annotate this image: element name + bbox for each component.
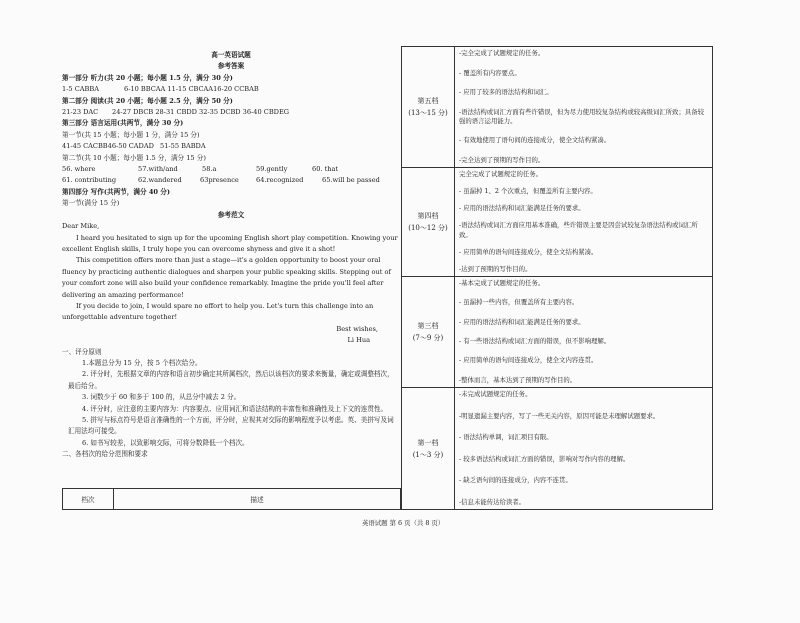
band-range: (13～15 分): [408, 109, 448, 117]
band-range: (1～3 分): [412, 450, 444, 459]
answer-group: 41-45 CACBB46-50 CADAD: [62, 142, 154, 151]
band-criterion: - 应用的语法结构和词汇能满足任务的要求。: [459, 204, 585, 213]
fill-answer: 57.with/and: [138, 165, 178, 174]
band-criterion: -整体而言，基本达到了预期的写作目的。: [459, 375, 577, 384]
band-description: [455, 388, 712, 509]
band-criterion: - 应用了较多的语法结构和词汇。: [459, 88, 553, 97]
band-description: [455, 47, 712, 167]
part1-answers: [62, 84, 400, 95]
band-criterion: - 语法结构单调，词汇项目有限。: [459, 433, 553, 442]
essay-paragraph-2: This competition offers more than just a stage—it's a golden opportunity to boost your oral fluency by practicing authentic dialogues and sharpen your public speaking skills. Stepping out of your comfort zone will also build your confidence remarkably. Imagine the pride you'll feel after delivering an amazing performance!: [62, 256, 391, 299]
fill-answer: 62.wandered: [138, 176, 182, 185]
principle-item: 4. 评分时，应注意的主要内容为：内容要点、应用词汇和语法结构的丰富性和准确性及上下文的连贯性。: [82, 404, 388, 413]
answer-group: 24-27 DBCB 28-31 CBDD 32-35 DCBD 36-40 CBDEG: [112, 108, 290, 117]
answer-group: 21-23 DAC: [62, 108, 99, 117]
essay-salutation: Dear Mike,: [62, 222, 100, 231]
band-row: [402, 47, 712, 168]
part3-heading: 第三部分 语言运用(共两节，满分 30 分): [62, 119, 184, 128]
band-criterion: - 虽漏掉 1、2 个次重点，但覆盖所有主要内容。: [459, 187, 597, 196]
band-column-header: 档次: [63, 489, 114, 509]
band-name: 第一档: [417, 438, 439, 447]
band-criterion: - 虽漏掉一些内容，但覆盖所有主要内容。: [459, 298, 579, 307]
band-criterion: -信息未能传达给读者。: [459, 497, 526, 506]
page-subtitle: 参考答案: [217, 62, 245, 71]
principles-heading: 一、评分原则: [62, 347, 102, 356]
fill-answer: 61. contributing: [62, 176, 117, 185]
band-range: (7～9 分): [412, 334, 444, 342]
answer-group: 51-55 BABDA: [160, 142, 206, 151]
fill-answer: 56. where: [62, 165, 96, 174]
fill-answer: 60. that: [312, 165, 339, 174]
band-criterion: -语法结构或词汇方面应用基本准确，些许错误主要是因尝试较复杂语法结构或词汇所致。: [459, 221, 698, 239]
part1-heading: 第一部分 听力(共 20 小题；每小题 1.5 分，满分 30 分): [62, 73, 233, 82]
band-name: 第四档: [417, 212, 439, 220]
answer-group: 1-5 CABBA: [62, 85, 99, 94]
band-criterion: - 较多语法结构或词汇方面的错误，影响对写作内容的理解。: [459, 454, 630, 463]
band-criterion: -明显遗漏主要内容，写了一些无关内容，原因可能是未理解试题要求。: [459, 411, 660, 420]
band-criterion: - 有效地使用了语句间的连接成分，使全文结构紧凑。: [459, 136, 611, 145]
part3-section1-answers: [62, 141, 400, 152]
band-criterion: - 覆盖所有内容要点。: [459, 68, 521, 77]
answer-group: 6-10 BBCAA 11-15 CBCAA16-20 CCBAB: [124, 85, 259, 94]
answer-key-column: [62, 50, 400, 461]
band-criterion: -达到了预期的写作目的。: [459, 264, 532, 273]
principle-item: 5. 拼写与标点符号是语言准确性的一个方面，评分时，应视其对交际的影响程度予以考虑。英、美拼写及词汇用法均可接受。: [68, 416, 394, 436]
band-criterion: - 缺乏语句间的连接成分，内容不连贯。: [459, 476, 572, 485]
band-label: [402, 47, 455, 167]
page-footer: 英语试题 第 6 页（共 8 页）: [362, 519, 445, 527]
principle-item: 3. 词数少于 60 和多于 100 的，从总分中减去 2 分。: [82, 393, 241, 402]
principle-item: 2. 评分时，先根据文章的内容和语言初步确定其所属档次，然后以该档次的要求来衡量，确定或调整档次，最后给分。: [68, 370, 394, 390]
fill-answer: 58.a: [202, 165, 217, 174]
fill-answer: 59.gently: [256, 165, 288, 174]
band-criterion: - 应用的语法结构和词汇能满足任务的要求。: [459, 317, 585, 326]
sample-essay-title: 参考范文: [217, 210, 245, 219]
band-row: [402, 388, 712, 509]
part2-answers: [62, 107, 400, 118]
band-criterion: - 应用简单的语句间连接成分，使全文结构紧凑。: [459, 247, 598, 256]
bands-table: [401, 46, 713, 510]
band-criterion: -基本完成了试题规定的任务。: [459, 279, 545, 287]
essay-paragraph-3: If you decide to join, I would spare no effort to help you. Let's turn this challenge into an unforgettable adventure together!: [62, 301, 374, 322]
part2-heading: 第二部分 阅读(共 20 小题；每小题 2.5 分，满分 50 分): [62, 96, 233, 105]
fill-answers-row2: [62, 175, 400, 186]
band-row: [402, 277, 712, 388]
band-range: (10～12 分): [408, 224, 448, 232]
band-criterion: -未完成试题规定的任务。: [459, 390, 532, 398]
part3-section1-heading: 第一节(共 15 小题；每小题 1 分，满分 15 分): [62, 130, 200, 139]
band-criterion: -语法结构或词汇方面有些许错误，但为尽力使用较复杂结构或较高级词汇所致；具备较强的语言运用能力。: [459, 107, 705, 125]
fill-answers-row1: [62, 164, 400, 175]
band-name: 第三档: [417, 322, 439, 330]
band-criterion: - 应用简单的语句间连接成分，使全文内容连贯。: [459, 356, 598, 365]
band-label: [402, 168, 455, 276]
part4-section1-heading: 第一节(满分 15 分): [62, 199, 120, 208]
fill-answer: 64.recognized: [256, 176, 304, 185]
bands-table-header: [62, 488, 401, 510]
band-description: [455, 277, 712, 387]
principle-item: 6. 如书写较差，以致影响交际，可将分数降低一个档次。: [82, 438, 249, 447]
fill-answer: 63presence: [200, 176, 239, 185]
part4-heading: 第四部分 写作(共两节，满分 40 分): [62, 187, 171, 196]
band-criterion: 完全完成了试题规定的任务。: [459, 170, 543, 178]
band-name: 第五档: [417, 97, 439, 105]
band-label: [402, 388, 455, 509]
essay-paragraph-1: I heard you hesitated to sign up for the upcoming English short play competition. Knowing your excellent English skills, I truly hope you can overcome shyness and give it a shot!: [62, 233, 398, 253]
part3-section2-heading: 第二节(共 10 小题；每小题 1.5 分，满分 15 分): [62, 153, 206, 162]
fill-answer: 65.will be passed: [322, 176, 380, 185]
principles-list: [62, 358, 400, 449]
description-column-header: 描述: [250, 496, 264, 504]
band-description: [455, 168, 712, 276]
page-title: 高一英语试题: [211, 51, 251, 59]
band-criterion: -完全完成了试题规定的任务。: [459, 49, 545, 57]
essay-signature: Li Hua: [347, 336, 370, 345]
principle-item: 1.本题总分为 15 分，按 5 个档次给分。: [82, 358, 202, 367]
band-row: [402, 168, 712, 277]
band-criterion: - 有一些语法结构或词汇方面的错误，但不影响理解。: [459, 337, 611, 346]
bands-heading: 二、各档次的给分范围和要求: [62, 450, 148, 459]
band-label: [402, 277, 455, 387]
band-criterion: -完全达到了预期的写作目的。: [459, 155, 545, 164]
essay-closing: Best wishes,: [336, 324, 378, 333]
